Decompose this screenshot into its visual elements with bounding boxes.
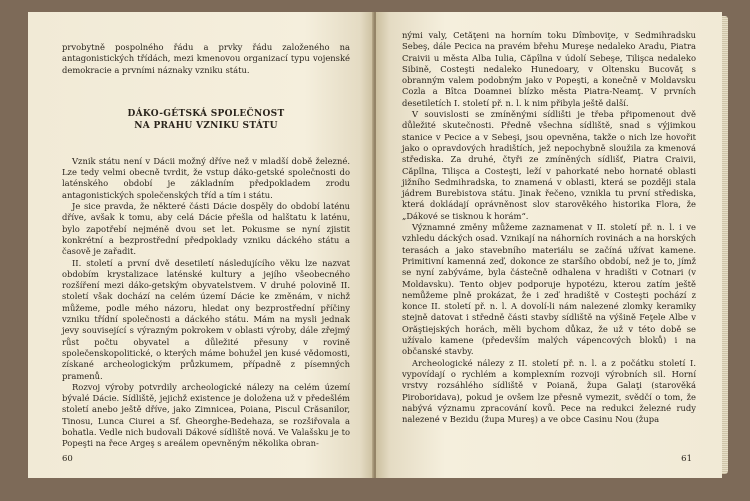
open-book [28,12,722,478]
page-edges [722,16,728,474]
chapter-heading-line-2: NA PRAHU VZNIKU STÁTU [134,120,278,131]
page-number: 61 [681,454,692,464]
body-paragraph: Významné změny můžeme zaznamenat v II. století př. n. l. i ve vzhledu dáckých osad. Vznikají na náhorních rovinách a na horských terasách a jako stavebního materiálu se začíná užívat kamene. Primitivní kamenná zeď, dokonce ze staršího období, než je to, jímž se nyní zabýváme, byla částečně odhalena v hradišti v Cotnari (v Moldavsku). Tento objev podporuje hypotézu, kterou zatím ještě nemůžeme plně prokázat, že i zeď hradiště v Costeşti pochází z konce II. století př. n. l. A dovolí-li nám nalezené zlomky keramiky stejně datovat i středně části stavby sídliště na výšině Feţele Albe v Orăştiejských horách, měli bychom důkaz, že už v této době se užívalo kamene (především malých vápencových bloků) i na občanské stavby. [402,222,696,357]
body-paragraph: Archeologické nálezy z II. století př. n. l. a z počátku století I. vypovídají o rychlém a komplexním rozvoji výrobních sil. Horní vrstvy rozsáhlého sídliště v Poiană, župa Galaţi (starověká Piroboridava), pokud je ovšem lze přesně vymezit, svědčí o tom, že nabývá významu zpracování kovů. Pece na redukci železné rudy nalezené v Bezidu (župa Mureş) a ve obce Casinu Nou (župa [402,357,696,425]
body-paragraph: II. století a první dvě desetiletí následujícího věku lze nazvat obdobím krystalizace laténské kultury a jejího všeobecného rozšíření mezi dáko-getským obyvatelstvem. V druhé polovině II. století však dochází na celém území Dácie ke změnám, v nichž můžeme, podle mého názoru, hledat ony bezprostřední příčiny vzniku třídní společnosti a dáckého státu. Mám na mysli jednak jevy související s výrazným pokrokem v oblasti výroby, dále zřejmý růst počtu obyvatel a důležité přesuny v rovině společenskopolitické, o kterých máme bohužel jen kusé vědomosti, získané archeologickým průzkumem, případně z písemných pramenů. [62,257,350,381]
left-page [28,12,374,478]
right-page [376,12,722,478]
chapter-heading-line-1: DÁKO-GÉTSKÁ SPOLEČNOST [127,108,285,119]
intro-paragraph: prvobytně pospolného řádu a prvky řádu založeného na antagonistických třídách, mezi kmenovou organizací typu vojenské demokracie a prvními náznaky vzniku státu. [62,42,350,75]
body-paragraph: V souvislosti se zmíněnými sídlišti je třeba připomenout dvě důležité skutečnosti. Předně všechna sídliště, snad s výjimkou stanice v Pecice a v Sebeşi, jsou opevněna, takže o nich lze hovořit jako o opravdových hradištích, jež nepochybně sloužila za kmenová střediska. Za druhé, čtyři ze zmíněných sídlišť, Piatra Craivii, Căpîlna, Tilişca a Costeşti, leží v pahorkaté nebo hornaté oblasti jižního Sedmihradska, to znamená v oblasti, která se později stala jádrem Burebistova státu. Jinak řečeno, vznikla tu první střediska, která dokládají oprávněnost slov starověkého historika Flora, že „Dákové se tisknou k horám“. [402,109,696,221]
chapter-heading [62,108,350,132]
body-paragraph: Vznik státu není v Dácii možný dříve než v mladší době železné. Lze tedy velmi obecně tvrdit, že vstup dáko-getské společnosti do laténského období je základním předpokladem zrodu antagonistických společenských tříd a tím i státu. [62,155,350,200]
body-paragraph: Je sice pravda, že některé části Dácie dospěly do období laténu dříve, avšak k tomu, aby celá Dácie přešla od halštatu k laténu, bylo zapotřebí nejméně dvou set let. Pokusme se nyní zjistit konkrétní a bezprostřední předpoklady vzniku dáckého státu a časově je zařadit. [62,201,350,257]
body-paragraph: nými valy, Cetăţeni na horním toku Dîmboviţe, v Sedmihradsku Sebeş, dále Pecica na pravém břehu Mureşe nedaleko Aradu, Piatra Craivii u města Alba Iulia, Căpîlna v údolí Sebeşe, Tilişca nedaleko Sibině, Costeşti nedaleko Hunedoary, v Oltensku Bucovăţ s obranným valem podobným jako v Popeşti, a konečně v Moldavsku Cozla a Bîtca Doamnei blízko města Piatra-Neamţ. V prvních desetiletích I. století př. n. l. k nim přibyla ještě další. [402,30,696,108]
body-paragraph: Rozvoj výroby potvrdily archeologické nálezy na celém území bývalé Dácie. Sídliště, jejichž existence je doložena už v předešlém století anebo ještě dříve, jako Zimnicea, Poiana, Piscul Crăsanilor, Tinosu, Lunca Ciurei a Sf. Gheorghe-Bedehaza, se rozšiřovala a bohatla. Vedle nich budovali Dákové sídliště nová. Ve Valašsku je to Popeşti na řece Argeş s areálem opevněným několika obran- [62,381,350,449]
page-number: 60 [62,454,73,464]
